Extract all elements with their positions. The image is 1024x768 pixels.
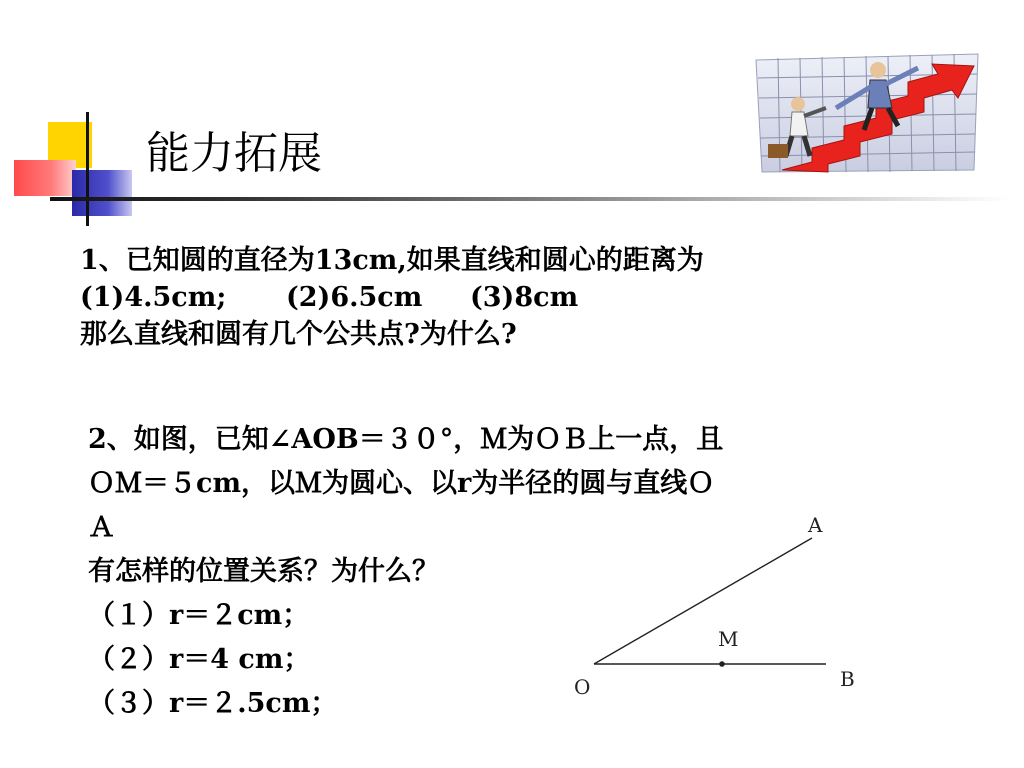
ray-oa	[594, 538, 812, 664]
label-b: B	[840, 667, 855, 691]
label-o: O	[574, 675, 591, 699]
problem-2-statement-line: ＯＭ＝５cm，以Ｍ为圆心、以r为半径的圆与直线Ｏ	[88, 468, 715, 499]
problem-1-statement: 1、已知圆的直径为13cm,如果直线和圆心的距离为	[80, 245, 704, 276]
problem-1	[80, 242, 704, 353]
label-a: A	[808, 513, 823, 537]
business-growth-clipart-icon	[752, 52, 982, 174]
problem-2-case: （２）r＝4 cm；	[88, 644, 311, 675]
deco-red-bar	[14, 160, 76, 196]
label-m: M	[718, 627, 739, 651]
problem-2-case: （３）r＝２.5cm；	[88, 688, 338, 719]
deco-blue-square	[72, 170, 132, 216]
title-underline	[50, 197, 1010, 201]
problem-2-question: 有怎样的位置关系？为什么？	[88, 556, 439, 587]
problem-1-option: (1)4.5cm;	[80, 282, 227, 313]
angle-aob-diagram	[560, 508, 880, 708]
problem-2-statement-line: Ａ	[88, 512, 115, 543]
page-title: 能力拓展	[146, 128, 322, 179]
problem-1-option: (3)8cm	[470, 282, 579, 313]
deco-vertical-line	[86, 112, 89, 226]
point-m	[719, 661, 725, 667]
problem-1-question: 那么直线和圆有几个公共点?为什么?	[80, 319, 517, 350]
problem-2-statement-line: 2、如图，已知∠AOB＝３０°，Ｍ为ＯＢ上一点，且	[88, 424, 724, 455]
problem-1-option: (2)6.5cm	[286, 282, 423, 313]
problem-1-options	[80, 279, 704, 316]
problem-2-case: （１）r＝２cm；	[88, 600, 310, 631]
